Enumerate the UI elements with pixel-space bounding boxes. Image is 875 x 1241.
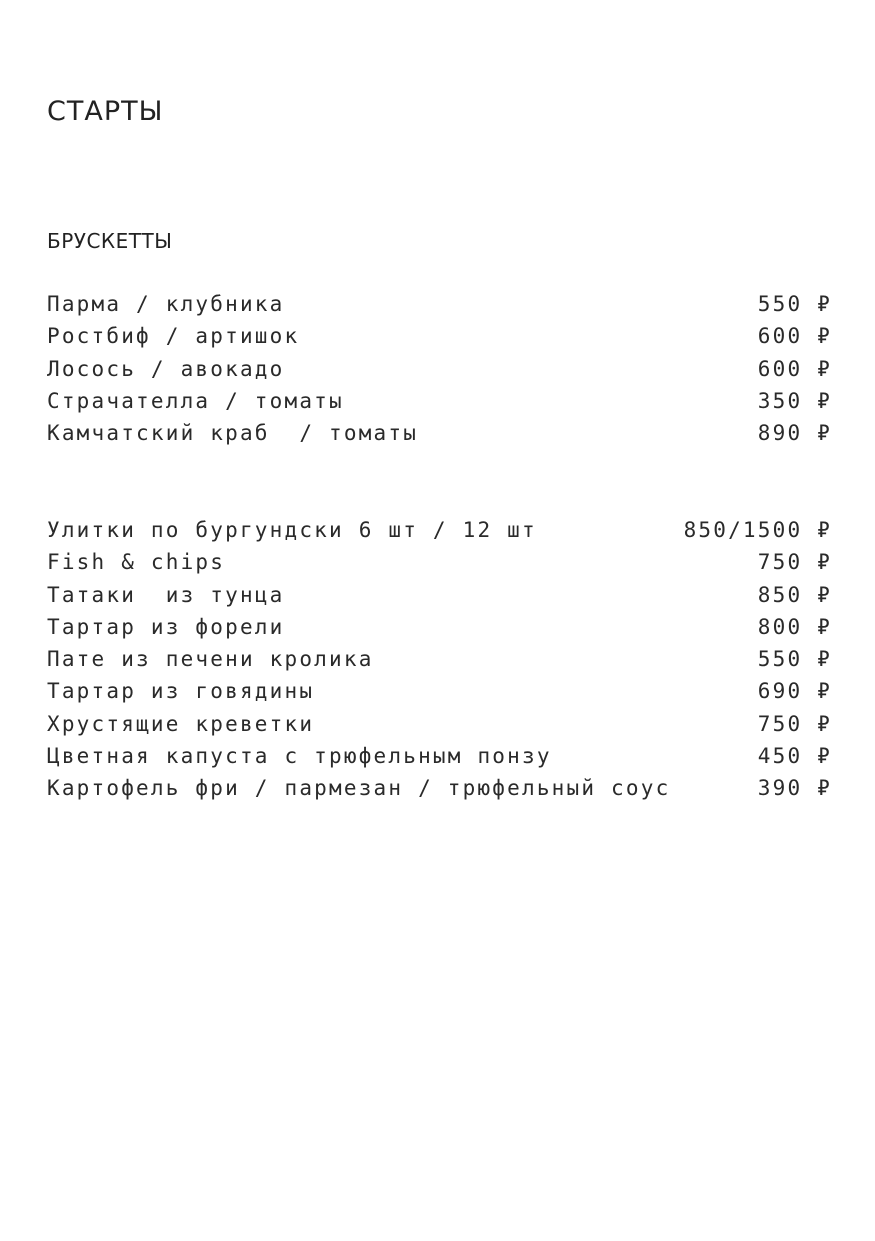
menu-item bbox=[47, 744, 832, 776]
menu-item-name: Пате из печени кролика bbox=[47, 647, 374, 672]
menu-item bbox=[47, 583, 832, 615]
bruschetta-menu-list bbox=[47, 292, 832, 453]
menu-item-price: 850/1500 ₽ bbox=[683, 518, 832, 542]
menu-item-name: Хрустящие креветки bbox=[47, 711, 315, 736]
menu-item-name: Картофель фри / пармезан / трюфельный соус bbox=[47, 776, 671, 801]
menu-item bbox=[47, 421, 832, 453]
section-title-bruschetta: БРУСКЕТТЫ bbox=[47, 229, 173, 253]
page-title: СТАРТЫ bbox=[47, 96, 164, 127]
menu-item-price: 600 ₽ bbox=[757, 356, 832, 381]
menu-item-name: Fish & chips bbox=[47, 550, 226, 575]
menu-item-name: Ростбиф / артишок bbox=[47, 324, 300, 349]
menu-item bbox=[47, 292, 832, 324]
menu-item-price: 600 ₽ bbox=[757, 324, 832, 349]
menu-item-price: 690 ₽ bbox=[757, 679, 832, 704]
menu-item-name: Парма / клубника bbox=[47, 292, 285, 316]
menu-item-price: 850 ₽ bbox=[757, 582, 832, 607]
menu-item bbox=[47, 776, 832, 808]
menu-item-name: Тартар из форели bbox=[47, 614, 285, 639]
menu-item-name: Цветная капуста с трюфельным понзу bbox=[47, 744, 552, 769]
menu-item bbox=[47, 679, 832, 711]
menu-item bbox=[47, 615, 832, 647]
menu-item bbox=[47, 389, 832, 421]
menu-item-name: Татаки из тунца bbox=[47, 582, 285, 607]
menu-item-price: 800 ₽ bbox=[757, 614, 832, 639]
menu-item-name: Страчателла / томаты bbox=[47, 388, 344, 413]
menu-item-price: 750 ₽ bbox=[757, 711, 832, 736]
menu-item bbox=[47, 550, 832, 582]
menu-item bbox=[47, 647, 832, 679]
menu-item-name: Лосось / авокадо bbox=[47, 356, 285, 381]
menu-item-price: 450 ₽ bbox=[757, 744, 832, 769]
menu-item-price: 890 ₽ bbox=[757, 421, 832, 446]
starters-menu-list bbox=[47, 518, 832, 809]
menu-item bbox=[47, 518, 832, 550]
menu-item-price: 390 ₽ bbox=[757, 776, 832, 801]
menu-item-price: 750 ₽ bbox=[757, 550, 832, 575]
menu-item-name: Улитки по бургундски 6 шт / 12 шт bbox=[47, 518, 537, 542]
menu-item bbox=[47, 712, 832, 744]
menu-item bbox=[47, 357, 832, 389]
menu-item-price: 550 ₽ bbox=[757, 647, 832, 672]
menu-item-name: Тартар из говядины bbox=[47, 679, 315, 704]
menu-item-name: Камчатский краб / томаты bbox=[47, 421, 419, 446]
menu-item-price: 550 ₽ bbox=[757, 292, 832, 316]
menu-item-price: 350 ₽ bbox=[757, 388, 832, 413]
menu-item bbox=[47, 324, 832, 356]
